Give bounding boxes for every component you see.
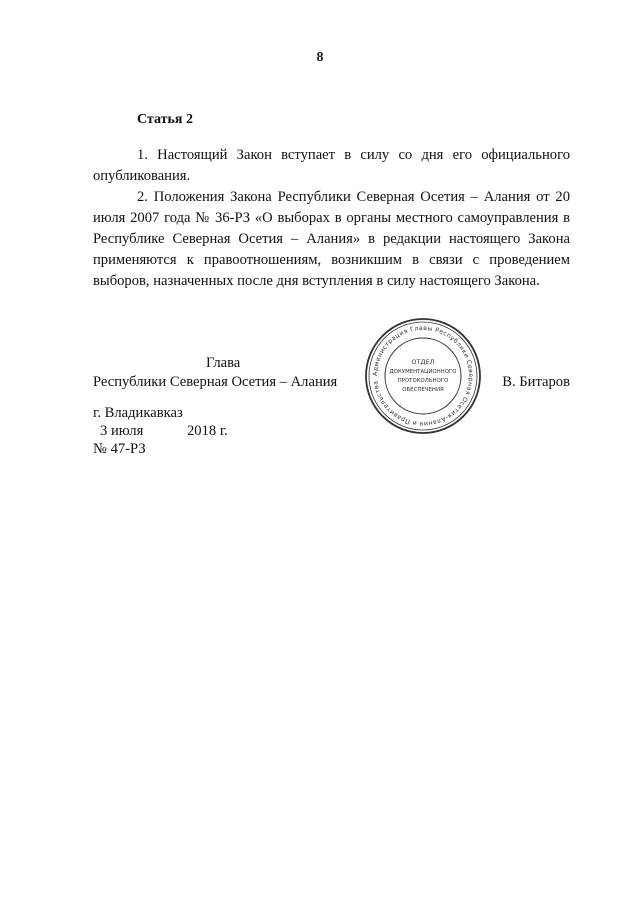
seal-center-line-2: ДОКУМЕНТАЦИОННОГО bbox=[389, 369, 457, 375]
city: г. Владикавказ bbox=[93, 405, 183, 421]
official-seal bbox=[363, 316, 483, 436]
seal-center-line-3: ПРОТОКОЛЬНОГО bbox=[397, 378, 449, 384]
signature-organization: Республики Северная Осетия – Алания bbox=[93, 374, 338, 390]
article-body bbox=[93, 145, 570, 292]
date-year: 2018 г. bbox=[187, 423, 228, 439]
seal-center-line-4: ОБЕСПЕЧЕНИЯ bbox=[402, 387, 444, 393]
date-day-month: 3 июля bbox=[100, 423, 144, 439]
law-number: № 47-РЗ bbox=[93, 441, 146, 457]
seal-ring-text: Администрация Главы Республики Северная Осетия-Алания и Правительства bbox=[371, 324, 475, 428]
seal-inner-ring bbox=[385, 338, 461, 414]
page-number: 8 bbox=[316, 50, 324, 65]
signatory-name: В. Битаров bbox=[502, 374, 570, 390]
seal-stamp-icon bbox=[363, 316, 483, 436]
signature-title: Глава bbox=[206, 355, 241, 371]
paragraph-1: 1. Настоящий Закон вступает в силу со дня его официального опубликования. bbox=[93, 147, 570, 184]
seal-center-line-1: ОТДЕЛ bbox=[411, 358, 435, 366]
paragraph-2: 2. Положения Закона Республики Северная Осетия – Алания от 20 июля 2007 года № 36-РЗ «О выборах в органы местного самоуправления в Республике Северная Осетия – Алания» в редакции настоящего Закона применяются к правоотношениям, возникшим в связи с проведением выборов, назначенных после дня вступления в силу настоящего Закона. bbox=[93, 189, 570, 289]
article-heading: Статья 2 bbox=[137, 112, 193, 127]
seal-outer-ring bbox=[366, 319, 480, 433]
